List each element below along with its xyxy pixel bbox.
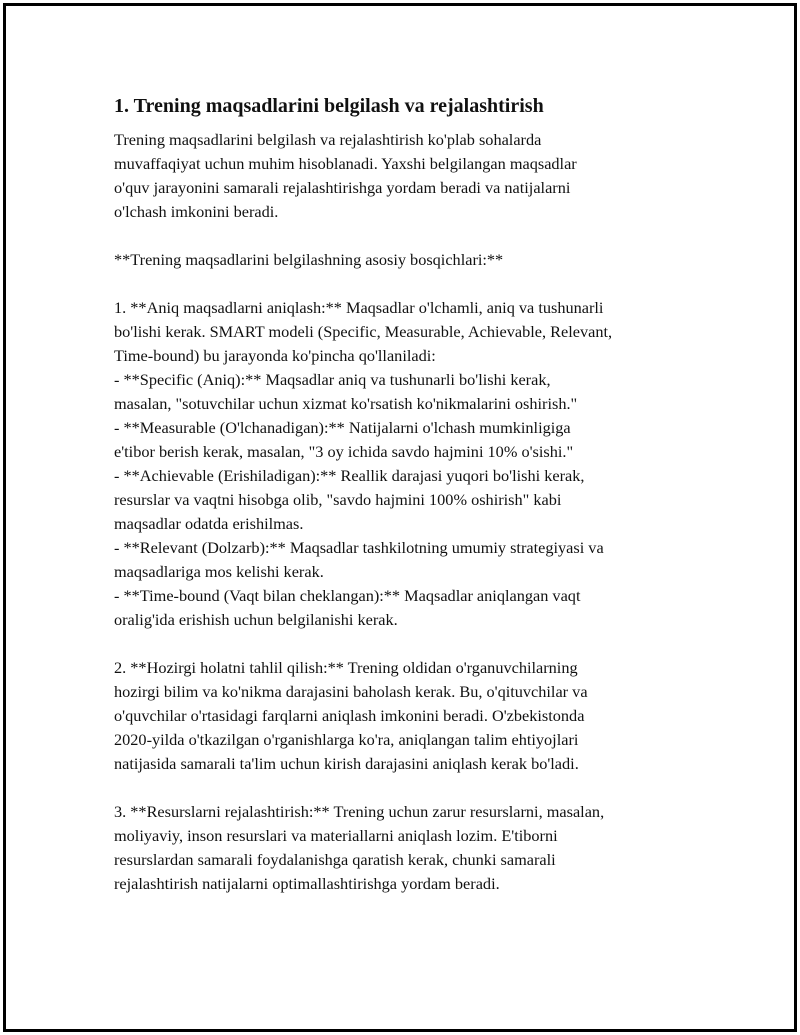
step-1-paragraph: 1. **Aniq maqsadlarni aniqlash:** Maqsadlar o'lchamli, aniq va tushunarli bo'lishi kerak. SMART modeli (Specific, Measurable, Achievable, Relevant, Time-bound) bu jarayonda ko'pincha qo'llaniladi: - **Specific (Aniq):** Maqsadlar aniq va tushunarli bo'lishi kerak, masalan, "sotuvchilar uchun xizmat ko'rsatish ko'nikmalarini oshirish." - **Measurable (O'lchanadigan):** Natijalarni o'lchash mumkinligiga e'tibor berish kerak, masalan, "3 oy ichida savdo hajmini 10% o'sishi." - **Achievable (Erishiladigan):** Reallik darajasi yuqori bo'lishi kerak, resurslar va vaqtni hisobga olib, "savdo hajmini 100% oshirish" kabi maqsadlar odatda erishilmas. - **Relevant (Dolzarb):** Maqsadlar tashkilotning umumiy strategiyasi va maqsadlariga mos kelishi kerak. - **Time-bound (Vaqt bilan cheklangan):** Maqsadlar aniqlangan vaqt oralig'ida erishish uchun belgilanishi kerak.: [114, 298, 613, 629]
document-title: 1. Trening maqsadlarini belgilash va rejalashtirish: [114, 95, 544, 117]
intro-paragraph: Trening maqsadlarini belgilash va rejalashtirish ko'plab sohalarda muvaffaqiyat uchun muhim hisoblanadi. Yaxshi belgilangan maqsadlar o'quv jarayonini samarali rejalashtirishga yordam beradi va natijalarni o'lchash imkonini beradi.: [114, 130, 577, 221]
step-2-paragraph: 2. **Hozirgi holatni tahlil qilish:** Trening oldidan o'rganuvchilarning hozirgi bilim va ko'nikma darajasini baholash kerak. Bu, o'qituvchilar va o'quvchilar o'rtasidagi farqlarni aniqlash imkonini beradi. O'zbekistonda 2020-yilda o'tkazilgan o'rganishlarga ko'ra, aniqlangan talim ehtiyojlari natijasida samarali ta'lim uchun kirish darajasini aniqlash kerak bo'ladi.: [114, 658, 588, 773]
steps-heading: **Trening maqsadlarini belgilashning asosiy bosqichlari:**: [114, 250, 504, 269]
paragraph-spacer: [114, 632, 704, 656]
document-body: [114, 92, 704, 896]
paragraph-spacer: [114, 776, 704, 800]
step-3-paragraph: 3. **Resurslarni rejalashtirish:** Trening uchun zarur resurslarni, masalan, moliyaviy, inson resurslari va materiallarni aniqlash lozim. E'tiborni resurslardan samarali foydalanishga qaratish kerak, chunki samarali rejalashtirish natijalarni optimallashtirishga yordam beradi.: [114, 802, 605, 893]
paragraph-spacer: [114, 224, 704, 248]
paragraph-spacer: [114, 272, 704, 296]
